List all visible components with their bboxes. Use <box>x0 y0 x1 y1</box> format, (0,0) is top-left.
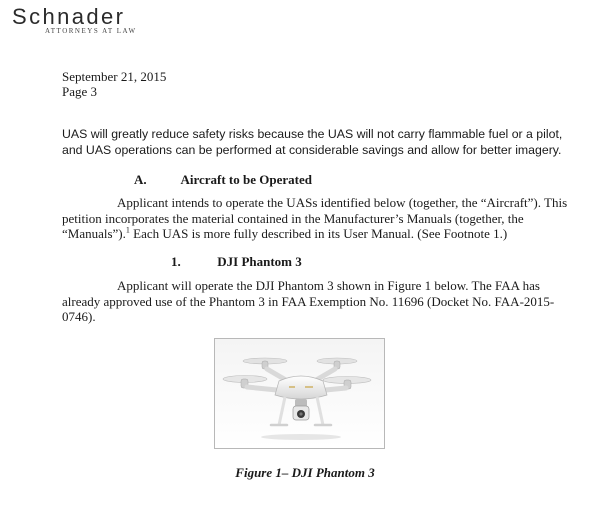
page-number: Page 3 <box>62 84 98 99</box>
section-a-heading <box>134 172 312 188</box>
drone-photo-icon <box>215 339 384 448</box>
section-1-line-3: 0746). <box>62 309 96 325</box>
section-a-line-2: petition incorporates the material contained in the Manufacturer’s Manuals (together, the <box>62 210 524 226</box>
intro-paragraph <box>62 127 562 158</box>
section-1-line-1: Applicant will operate the DJI Phantom 3 shown in Figure 1 below. The FAA has <box>117 278 540 293</box>
letter-date: September 21, 2015 <box>62 69 167 84</box>
section-a-title: Aircraft to be Operated <box>180 172 312 187</box>
section-1-paragraph <box>62 278 554 325</box>
section-a-line-1: Applicant intends to operate the UASs identified below (together, the “Aircraft”). This <box>117 195 568 210</box>
intro-line-1: UAS will greatly reduce safety risks because the UAS will not carry flammable fuel or a pilot, <box>62 127 563 141</box>
section-1-title: DJI Phantom 3 <box>217 254 302 269</box>
section-a-number: A. <box>134 172 147 187</box>
letterhead <box>12 4 137 35</box>
section-a-line-3-end: Each UAS is more fully described in its User Manual. (See Footnote 1.) <box>129 226 508 242</box>
figure-caption: Figure 1– DJI Phantom 3 <box>235 465 375 480</box>
firm-subtitle: ATTORNEYS AT LAW <box>45 27 137 35</box>
section-1-line-2: already approved use of the Phantom 3 in FAA Exemption No. 11696 (Docket No. FAA-2015- <box>62 293 555 309</box>
intro-line-2: and UAS operations can be performed at considerable savings and allow for better imagery. <box>62 142 562 157</box>
section-a-paragraph <box>62 195 567 242</box>
section-1-heading <box>171 254 302 270</box>
figure-frame <box>214 338 385 449</box>
section-a-line-3 <box>62 226 567 242</box>
section-1-number: 1. <box>171 254 181 269</box>
firm-name: Schnader <box>12 4 126 29</box>
section-a-line-3-start: “Manuals”). <box>62 226 126 242</box>
footnote-mark: 1 <box>125 225 130 235</box>
